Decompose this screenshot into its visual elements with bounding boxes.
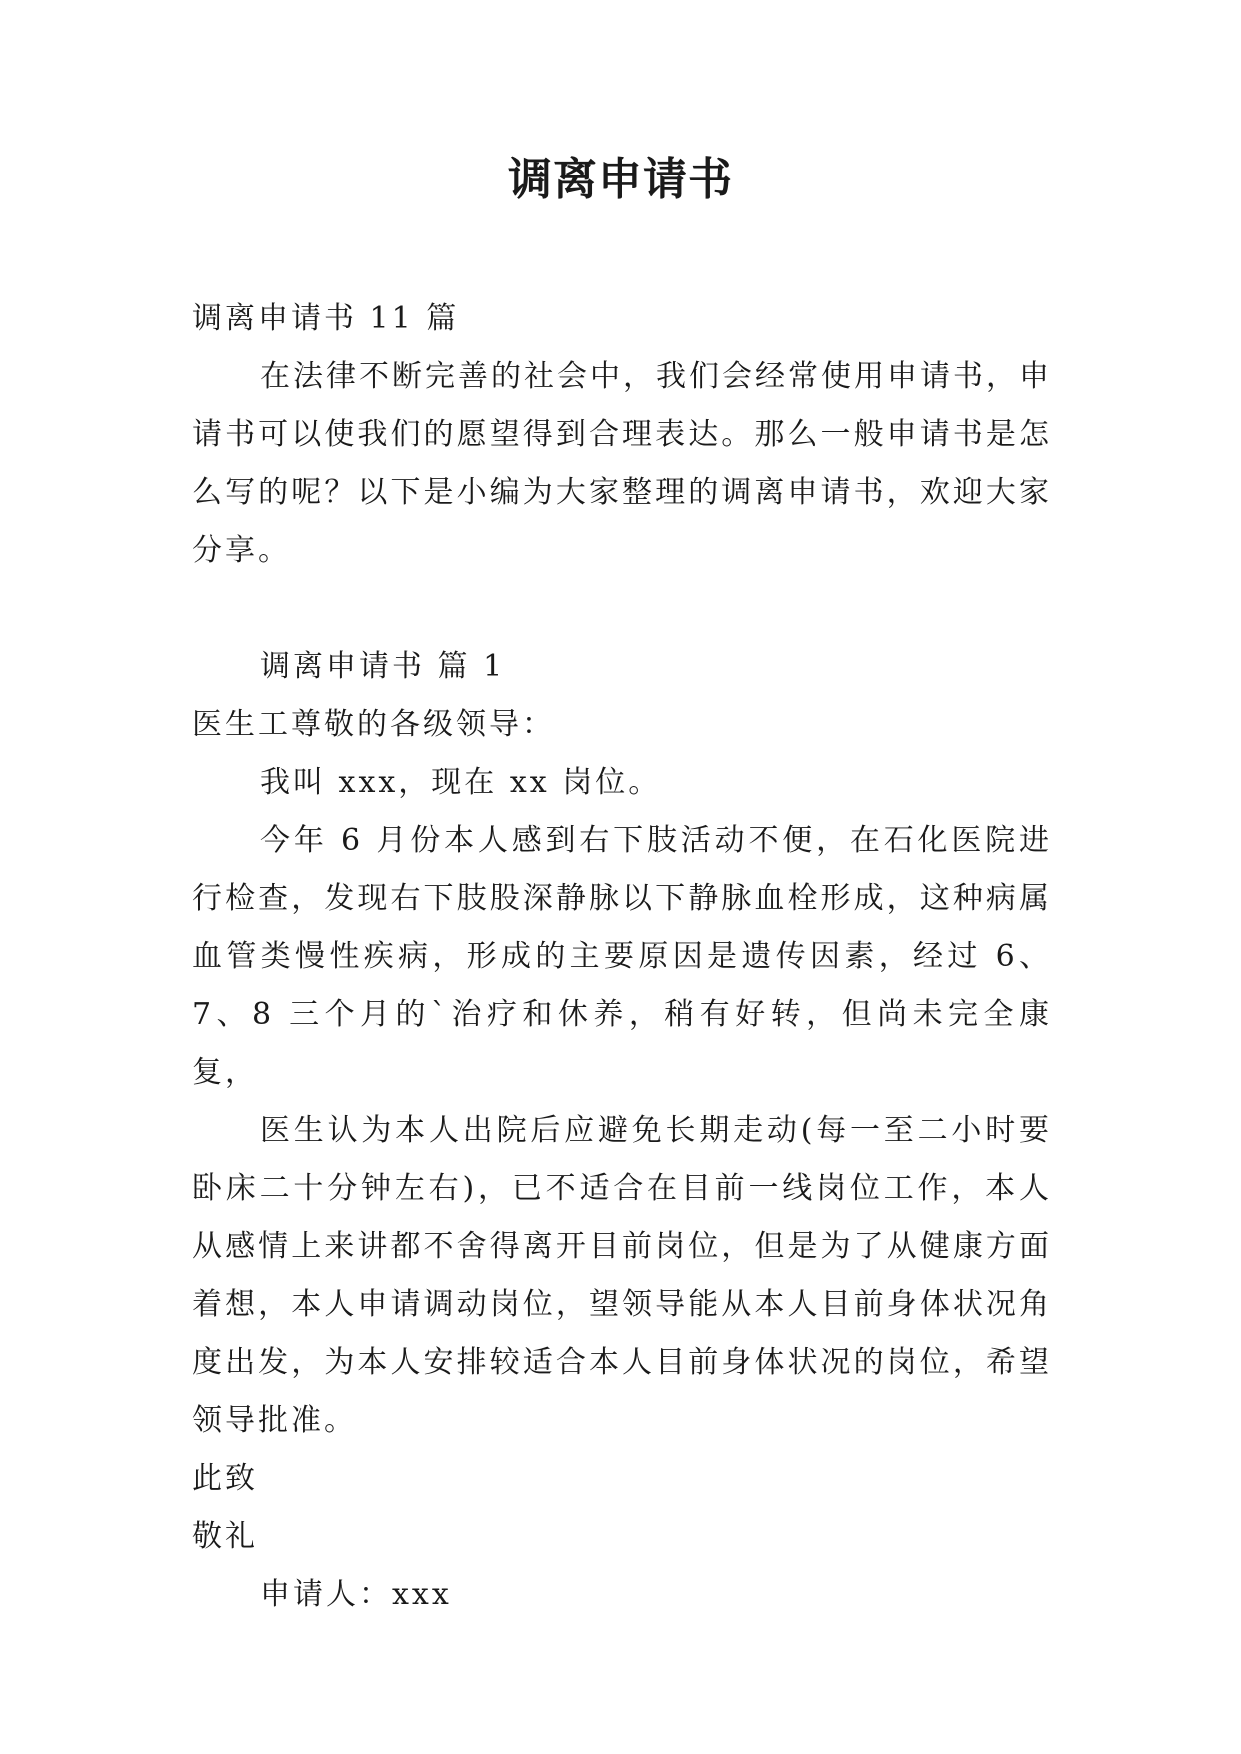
document-body <box>192 290 1052 1624</box>
paragraph-2: 今年 6 月份本人感到右下肢活动不便，在石化医院进行检查，发现右下肢股深静脉以下静脉血栓形成，这种病属血管类慢性疾病，形成的主要原因是遗传因素，经过 6、7、8 三个月的`治疗和休养，稍有好转，但尚未完全康复， <box>192 823 1052 1090</box>
signature: 申请人：xxx <box>260 1577 452 1612</box>
section-heading: 调离申请书 篇 1 <box>260 649 506 684</box>
document-subtitle: 调离申请书 11 篇 <box>192 301 460 336</box>
paragraph-1: 我叫 xxx，现在 xx 岗位。 <box>260 765 662 800</box>
salutation: 医生工尊敬的各级领导： <box>192 707 555 742</box>
closing-2: 敬礼 <box>192 1519 258 1554</box>
intro-paragraph: 在法律不断完善的社会中，我们会经常使用申请书，申请书可以使我们的愿望得到合理表达。那么一般申请书是怎么写的呢？以下是小编为大家整理的调离申请书，欢迎大家分享。 <box>192 359 1052 568</box>
document-title: 调离申请书 <box>508 154 733 205</box>
closing-1: 此致 <box>192 1461 258 1496</box>
spacer <box>192 580 1052 638</box>
paragraph-3: 医生认为本人出院后应避免长期走动(每一至二小时要卧床二十分钟左右)，已不适合在目前一线岗位工作，本人从感情上来讲都不舍得离开目前岗位，但是为了从健康方面着想，本人申请调动岗位，望领导能从本人目前身体状况角度出发，为本人安排较适合本人目前身体状况的岗位，希望领导批准。 <box>192 1113 1052 1438</box>
